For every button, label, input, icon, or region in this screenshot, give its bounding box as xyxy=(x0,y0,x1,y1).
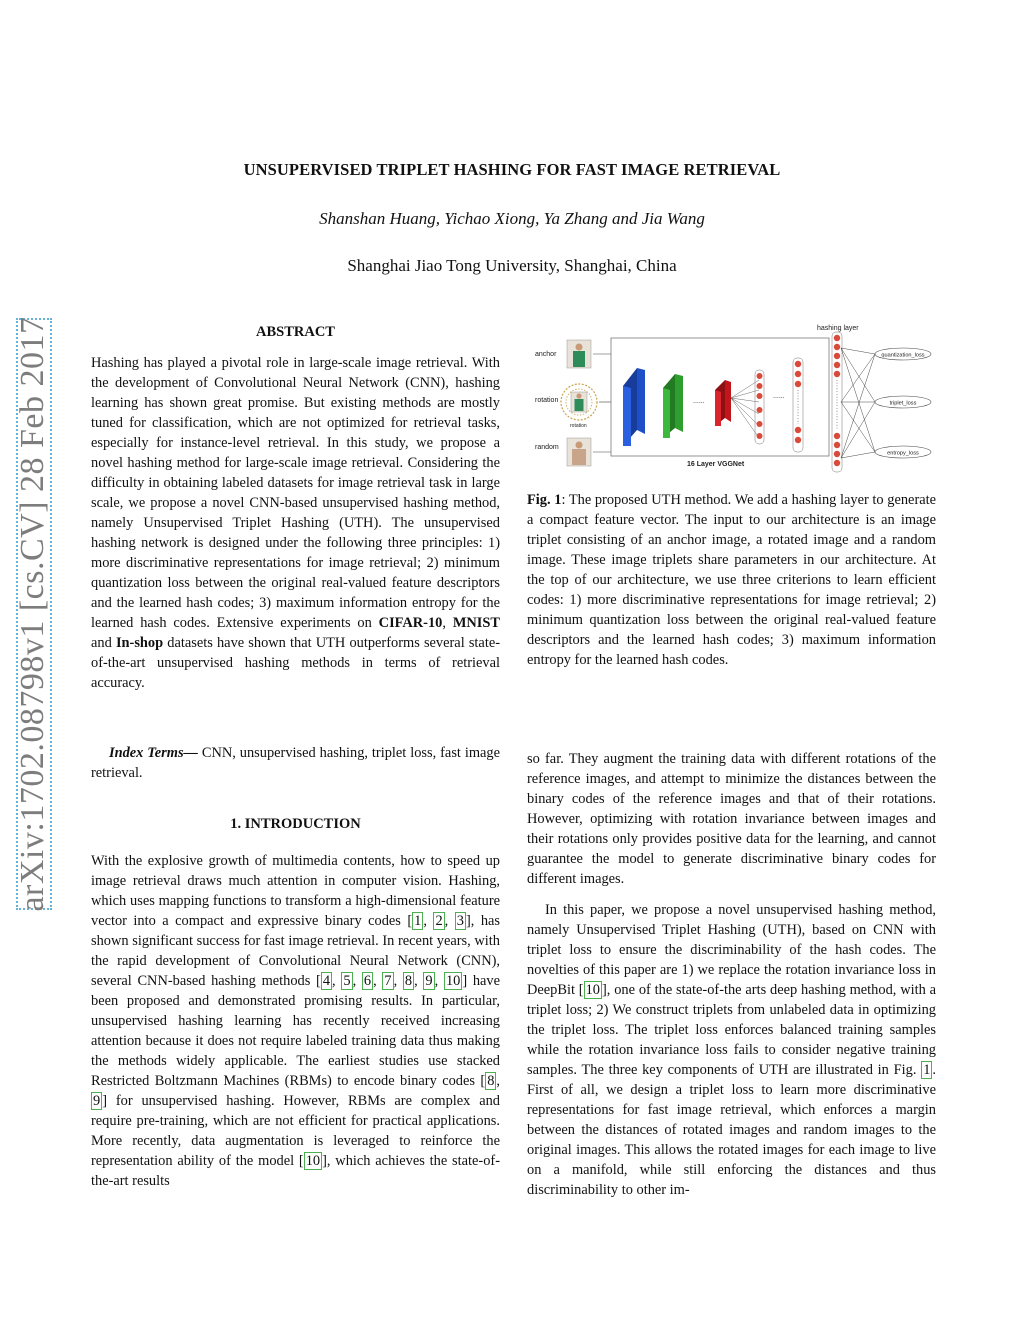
paper-affiliation: Shanghai Jiao Tong University, Shanghai, China xyxy=(347,256,677,275)
paragraph-text: . First of all, we design a triplet loss to learn more discriminative representations for fast image retrieval, which enforces a margin between the distances of rotated images and random images to the original images. This allows the rotated images for each image to live on a manifold, while still enforcing the distances and thus discriminability to other im- xyxy=(527,1062,936,1198)
citation-link[interactable]: 10 xyxy=(585,982,600,998)
figure-ref-link[interactable]: 1 xyxy=(923,1062,931,1078)
intro-text: , xyxy=(414,973,424,989)
citation-link[interactable]: 9 xyxy=(425,973,433,989)
dots-2: ...... xyxy=(773,393,785,400)
intro-text: , xyxy=(352,973,362,989)
citation-link[interactable]: 4 xyxy=(322,973,331,989)
citation-link[interactable]: 5 xyxy=(343,973,351,989)
architecture-diagram xyxy=(527,318,947,478)
conv-block-red xyxy=(715,380,731,426)
intro-text: ] have been proposed and demonstrated promising results. In particular, unsupervised hashing learning has recently received increasing attention because it does not require labeled training data thus making the methods widely applicable. The earliest studies use stacked Restricted Boltzmann Machines (RBMs) to encode binary codes [ xyxy=(91,973,500,1089)
citation-link[interactable]: 3 xyxy=(456,913,464,929)
paper-title: UNSUPERVISED TRIPLET HASHING FOR FAST IMAGE RETRIEVAL xyxy=(243,160,781,179)
abstract-heading: ABSTRACT xyxy=(256,324,335,340)
intro-paragraph xyxy=(91,851,500,1191)
citation-link[interactable]: 1 xyxy=(414,913,422,929)
fc2-nodes xyxy=(793,358,803,452)
random-image xyxy=(567,438,591,466)
citation-link[interactable]: 8 xyxy=(404,973,413,989)
abstract-text-2: datasets have shown that UTH outperforms several state-of-the-art unsupervised hashing methods in terms of retrieval accuracy. xyxy=(91,635,500,691)
figure-1 xyxy=(527,318,947,478)
intro-heading-wrap xyxy=(91,814,500,834)
abstract-text-1: Hashing has played a pivotal role in large-scale image retrieval. With the development of Convolutional Neural Network (CNN), hashing learning has shown great promise. But existing methods are mostly tuned for classification, which are not optimized for retrieval tasks, especially for instance-level retrieval. In this study, we propose a novel hashing method for large-scale image retrieval. Considering the difficulty in obtaining labeled datasets for image retrieval task in large scale, we propose a novel CNN-based unsupervised hashing method, namely Unsupervised Triplet Hashing (UTH). The unsupervised hashing network is designed under the following three principles: 1) more discriminative representations for image retrieval; 2) minimum quantization loss between the original real-valued feature descriptors and the learned hash codes; 3) maximum information entropy for the learned hash codes. Extensive experiments on xyxy=(91,355,500,631)
abstract-sep-2: and xyxy=(91,635,116,651)
loss-connections xyxy=(841,348,875,458)
intro-text: , xyxy=(434,973,444,989)
arxiv-stamp xyxy=(4,318,62,910)
label-triplet-loss: triplet_loss xyxy=(889,400,917,407)
entropy-loss-node xyxy=(875,446,931,458)
quantization-loss-node xyxy=(875,348,931,360)
dataset-cifar: CIFAR-10 xyxy=(378,615,443,631)
paragraph-in-this-paper xyxy=(527,900,936,1200)
intro-text: , xyxy=(444,913,455,929)
paragraph-so-far: so far. They augment the training data with different rotations of the reference images, and attempt to minimize the distances between the binary codes of the reference images and that of their rotations. However, optimizing with rotation invariance between images and their rotations only provides positive data for the learning, and cannot guarantee the model to generate discriminative binary codes for different images. xyxy=(527,751,936,887)
intro-body xyxy=(91,851,500,1191)
dataset-inshop: In-shop xyxy=(115,635,164,651)
label-entropy-loss: entropy_loss xyxy=(887,450,919,457)
index-terms-text: CNN, unsupervised hashing, triplet loss, fast image retrieval. xyxy=(91,745,501,781)
rotation-image xyxy=(561,384,597,420)
intro-text: , xyxy=(496,1073,500,1089)
index-terms xyxy=(91,743,500,783)
abstract-text xyxy=(91,353,500,693)
citation-link[interactable]: 10 xyxy=(305,1153,321,1169)
right-column-body xyxy=(527,749,936,1200)
intro-text: ] for unsupervised hashing. However, RBMs are complex and require pre-training, which are not efficient for practical applications. More recently, data augmentation is leveraged to reinforce the representation ability of the model [ xyxy=(91,1093,500,1169)
fc1-nodes xyxy=(755,370,764,444)
index-terms-label: Index Terms— xyxy=(109,745,198,761)
label-rotation: rotation xyxy=(535,397,559,404)
conv-block-blue xyxy=(623,368,645,446)
label-random: random xyxy=(535,444,559,451)
citation-link[interactable]: 8 xyxy=(487,1073,495,1089)
label-rotation-small: rotation xyxy=(570,423,587,429)
hashing-layer-nodes xyxy=(832,332,842,472)
conv-block-green xyxy=(663,374,683,438)
intro-text: ], which achieves the state-of-the-art results xyxy=(91,1153,500,1189)
triplet-loss-node xyxy=(875,396,931,408)
label-anchor: anchor xyxy=(535,351,557,358)
dots-1: ...... xyxy=(693,398,705,405)
citation-link[interactable]: 6 xyxy=(363,973,372,989)
citation-link[interactable]: 10 xyxy=(445,973,461,989)
intro-text: , xyxy=(373,973,383,989)
intro-heading: 1. INTRODUCTION xyxy=(230,816,361,832)
intro-text: , xyxy=(423,913,434,929)
figure-caption-label: Fig. 1 xyxy=(527,492,562,508)
paragraph-text: In this paper, we propose a novel unsupervised hashing method, namely Unsupervised Triplet Hashing (UTH), based on CNN with triplet loss to ensure the discriminability of the hash codes. The novelties of this paper are 1) we replace the rotation invariance loss in DeepBit [ xyxy=(527,902,936,998)
abstract-body xyxy=(91,353,500,693)
abstract-heading-wrap xyxy=(91,322,500,342)
citation-link[interactable]: 2 xyxy=(435,913,443,929)
intro-text: , xyxy=(393,973,403,989)
dataset-mnist: MNIST xyxy=(452,615,500,631)
paragraph-text: ], one of the state-of-the arts deep hashing method, with a triplet loss; 2) We construct triplets from unlabeled data in optimizing the triplet loss. The triplet loss enforces balanced training samples while the rotation invariance loss fails to consider negative training samples. The three key components of UTH are illustrated in Fig. xyxy=(527,982,936,1078)
label-quantization-loss: quantization_loss xyxy=(881,352,925,359)
intro-text: , xyxy=(332,973,342,989)
intro-text: With the explosive growth of multimedia contents, how to speed up image retrieval draws much attention in computer vision. Hashing, which uses mapping functions to transform a high-dimensional feature vector into a compact and expressive binary codes [ xyxy=(91,853,500,929)
anchor-image xyxy=(567,340,591,368)
label-hashing-layer: hashing layer xyxy=(817,325,859,332)
figure-caption-text: : The proposed UTH method. We add a hashing layer to generate a compact feature vector. The input to our architecture is an image triplet consisting of an anchor image, a rotated image and a random image. These image triplets share parameters in our architecture. At the top of our architecture, we use three criterions to learn efficient codes: 1) more discriminative representations for image retrieval; 2) minimum quantization loss between the original real-valued feature descriptors and the learned hash codes; 3) maximum information entropy for the learned hash codes. xyxy=(527,492,937,668)
intro-text: ], has shown significant success for fast image retrieval. In recent years, with the rapid development of Convolutional Neural Network (CNN), several CNN-based hashing methods [ xyxy=(91,913,501,989)
citation-link[interactable]: 7 xyxy=(384,973,392,989)
arxiv-id: arXiv:1702.08798v1 [cs.CV] 28 Feb 2017 xyxy=(14,316,51,912)
citation-link[interactable]: 9 xyxy=(93,1093,101,1109)
figure-caption xyxy=(527,490,936,670)
label-vggnet: 16 Layer VGGNet xyxy=(687,461,745,468)
paper-authors: Shanshan Huang, Yichao Xiong, Ya Zhang and Jia Wang xyxy=(319,209,705,228)
abstract-sep-1: , xyxy=(442,615,453,631)
